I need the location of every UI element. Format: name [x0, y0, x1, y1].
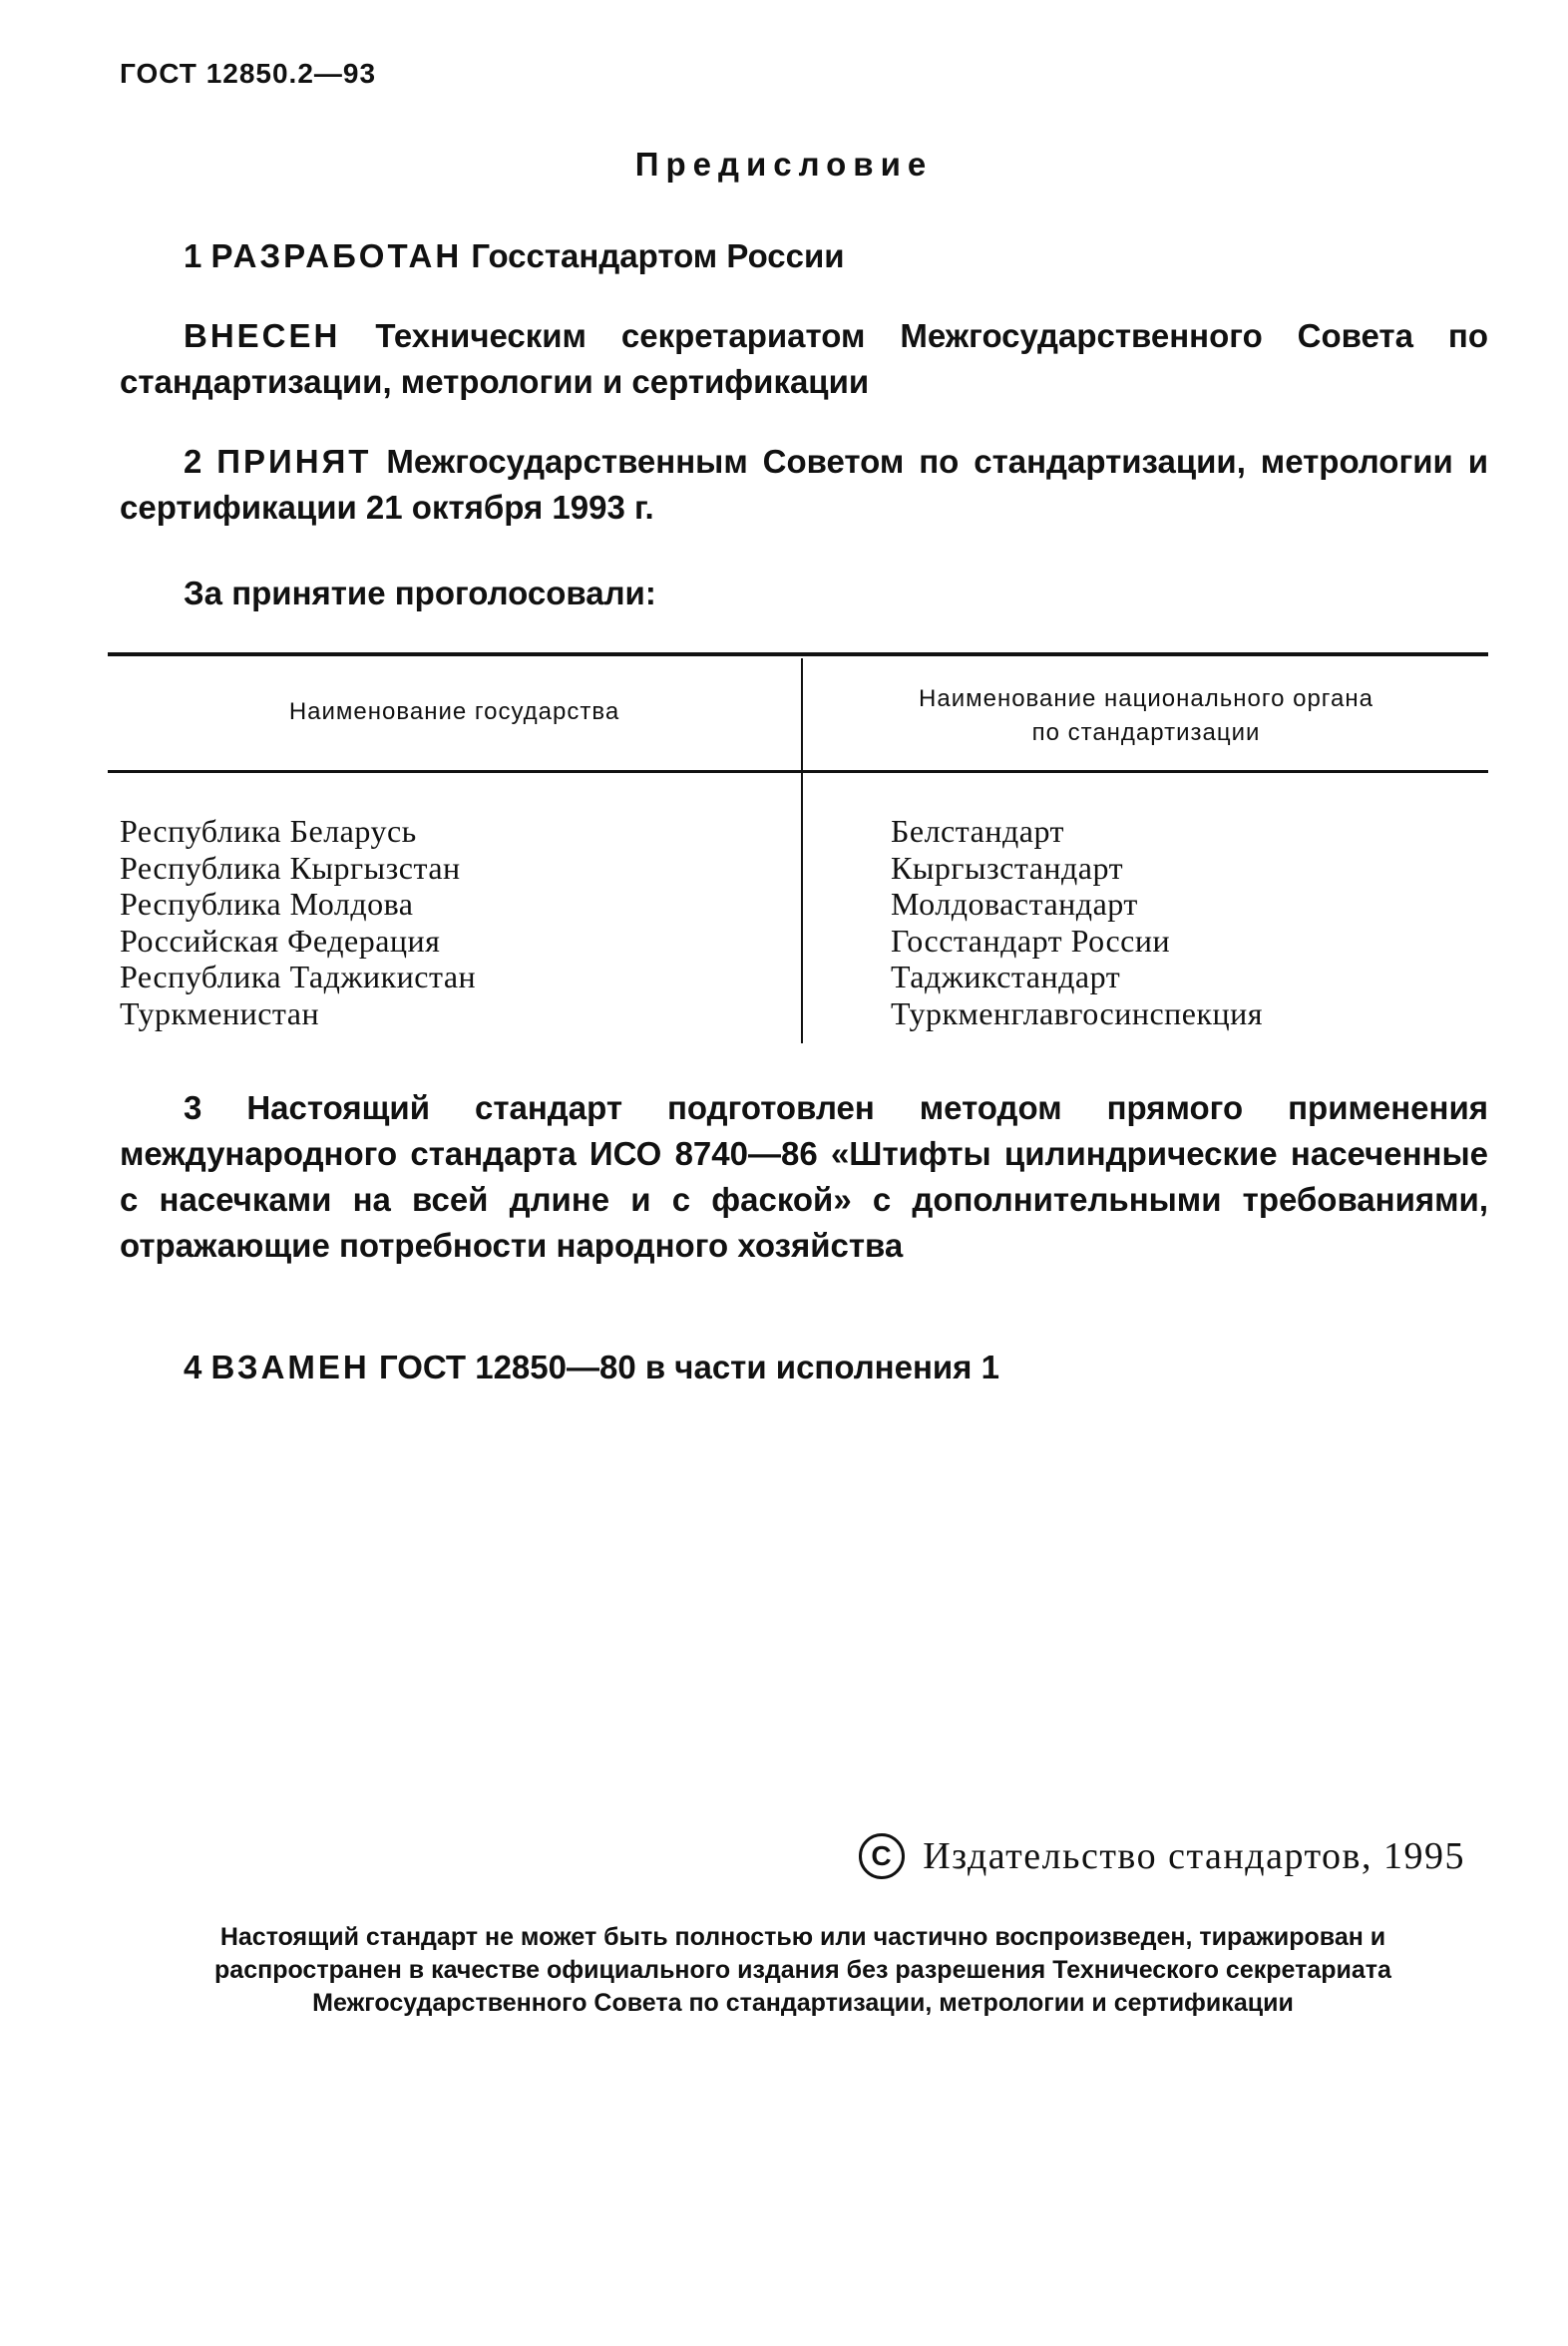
copyright-icon: C [859, 1833, 905, 1879]
copyright-text: Издательство стандартов, 1995 [923, 1835, 1465, 1877]
introduced-text: Техническим секретариатом Межгосударственного Совета по стандартизации, метрологии и сертификации [120, 317, 1488, 400]
introduced-keyword: ВНЕСЕН [184, 317, 341, 354]
item-1-keyword: РАЗРАБОТАН [210, 237, 463, 274]
table-column-states [120, 813, 476, 1031]
reproduction-notice: Настоящий стандарт не может быть полностью или частично воспроизведен, тиражирован и распространен в качестве официального издания без разрешения Технического секретариата Межгосударственного Совета по стандартизации, метрологии и сертификации [214, 1923, 1391, 2017]
table-column-divider [801, 658, 803, 1043]
table-cell-state: Республика Кыргызстан [120, 849, 461, 886]
item-4-replaces [184, 1345, 999, 1390]
table-column-organs [891, 813, 1263, 1031]
table-cell-state: Республика Молдова [120, 886, 414, 922]
table-cell-organ: Молдовастандарт [891, 886, 1138, 922]
item-2-keyword: ПРИНЯТ [216, 443, 372, 480]
table-header-rule [108, 770, 1488, 773]
item-2-adopted [120, 439, 1488, 531]
voted-label: За принятие проголосовали: [184, 575, 656, 611]
table-cell-organ: Таджикстандарт [891, 959, 1121, 994]
table-header-organ [804, 682, 1488, 750]
page-title: Предисловие [634, 146, 934, 183]
table-header-organ-line-2: по стандартизации [1031, 719, 1261, 746]
item-1-developed [184, 233, 845, 279]
table-cell-state: Республика Таджикистан [120, 959, 477, 994]
document-code: ГОСТ 12850.2—93 [120, 58, 377, 89]
table-cell-organ: Белстандарт [891, 813, 1064, 849]
item-1-number: 1 [184, 237, 202, 274]
table-cell-state: Республика Беларусь [120, 813, 417, 849]
copyright-line [859, 1833, 1465, 1879]
table-cell-organ: Кыргызстандарт [891, 849, 1124, 886]
item-1-text: Госстандартом России [471, 237, 845, 274]
table-cell-state: Туркменистан [120, 994, 320, 1031]
table-header-organ-line-1: Наименование национального органа [919, 685, 1373, 712]
table-cell-organ: Туркменглавгосинспекция [891, 994, 1263, 1031]
table-cell-state: Российская Федерация [120, 922, 441, 959]
item-3-prepared [120, 1085, 1488, 1269]
item-4-keyword: ВЗАМЕН [210, 1349, 370, 1385]
table-top-rule [108, 652, 1488, 656]
table-header-state: Наименование государства [288, 698, 620, 725]
item-4-text: ГОСТ 12850—80 в части исполнения 1 [378, 1349, 999, 1385]
item-4-number: 4 [184, 1349, 202, 1385]
item-2-number: 2 [184, 443, 202, 480]
introduced-paragraph [120, 313, 1488, 405]
item-3-text: 3 Настоящий стандарт подготовлен методом прямого применения международного стандарта ИСО 8740—86 «Штифты цилиндрические насеченные с насечками на всей длине и с фаской» с дополнительными требованиями, отражающие потребности народного хозяйства [120, 1089, 1488, 1264]
table-cell-organ: Госстандарт России [891, 922, 1171, 959]
item-2-text: Межгосударственным Советом по стандартизации, метрологии и сертификации 21 октября 1993 г. [120, 443, 1488, 526]
